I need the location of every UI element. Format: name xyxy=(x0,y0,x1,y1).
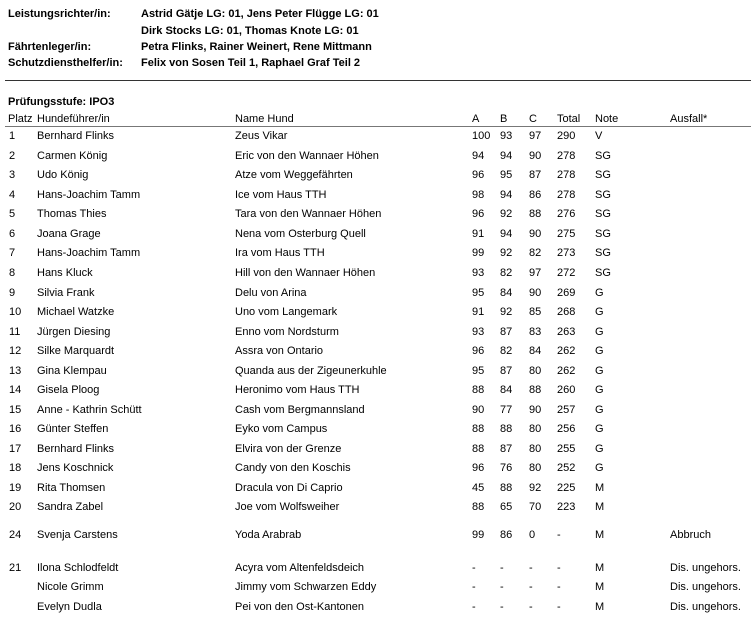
cell-handler: Ilona Schlodfeldt xyxy=(37,562,119,574)
cell-c: 80 xyxy=(529,462,542,474)
cell-note: G xyxy=(595,345,604,357)
cell-total: 278 xyxy=(557,150,576,162)
cell-a: - xyxy=(472,601,476,613)
cell-handler: Günter Steffen xyxy=(37,423,109,435)
cell-dog: Yoda Arabrab xyxy=(235,529,302,541)
cell-platz: 1 xyxy=(9,130,16,142)
cell-c: 86 xyxy=(529,189,542,201)
cell-c: 90 xyxy=(529,228,542,240)
cell-platz: 11 xyxy=(9,326,21,338)
cell-c: - xyxy=(529,601,533,613)
cell-platz: 17 xyxy=(9,443,22,455)
cell-handler: Nicole Grimm xyxy=(37,581,104,593)
cell-handler: Thomas Thies xyxy=(37,208,107,220)
cell-c: 85 xyxy=(529,306,542,318)
cell-c: 80 xyxy=(529,365,542,377)
cell-handler: Evelyn Dudla xyxy=(37,601,102,613)
cell-b: 94 xyxy=(500,228,513,240)
cell-total: 290 xyxy=(557,130,576,142)
cell-c: 80 xyxy=(529,423,542,435)
cell-total: 262 xyxy=(557,365,576,377)
cell-handler: Michael Watzke xyxy=(37,306,115,318)
cell-b: 88 xyxy=(500,423,513,435)
cell-dog: Nena vom Osterburg Quell xyxy=(235,228,366,240)
cell-handler: Rita Thomsen xyxy=(37,482,106,494)
cell-dog: Acyra vom Altenfeldsdeich xyxy=(235,562,365,574)
cell-a: 94 xyxy=(472,150,485,162)
cell-note: G xyxy=(595,326,604,338)
cell-a: 88 xyxy=(472,384,485,396)
cell-b: 87 xyxy=(500,443,513,455)
cell-platz: 15 xyxy=(9,404,22,416)
cell-dog: Enno vom Nordsturm xyxy=(235,326,339,338)
cell-c: 90 xyxy=(529,150,542,162)
cell-note: M xyxy=(595,601,605,613)
helper-value: Felix von Sosen Teil 1, Raphael Graf Teil 2 xyxy=(141,57,361,69)
cell-a: - xyxy=(472,562,476,574)
col-ausfall: Ausfall* xyxy=(670,113,708,125)
cell-total: 272 xyxy=(557,267,576,279)
cell-a: 96 xyxy=(472,169,485,181)
cell-c: 97 xyxy=(529,130,542,142)
cell-handler: Anne - Kathrin Schütt xyxy=(37,404,142,416)
cell-b: 76 xyxy=(500,462,513,474)
cell-c: 88 xyxy=(529,384,542,396)
cell-handler: Hans-Joachim Tamm xyxy=(37,247,141,259)
cell-total: 268 xyxy=(557,306,576,318)
cell-c: 88 xyxy=(529,208,542,220)
cell-a: 91 xyxy=(472,228,485,240)
col-platz: Platz xyxy=(8,113,33,125)
cell-platz: 21 xyxy=(9,562,22,574)
helper-label: Schutzdiensthelfer/in: xyxy=(8,57,123,69)
cell-b: 94 xyxy=(500,150,513,162)
cell-platz: 8 xyxy=(9,267,16,279)
cell-handler: Silvia Frank xyxy=(37,287,95,299)
cell-handler: Udo König xyxy=(37,169,89,181)
cell-handler: Gina Klempau xyxy=(37,365,107,377)
cell-dog: Delu von Arina xyxy=(235,287,307,299)
cell-b: - xyxy=(500,601,504,613)
cell-note: M xyxy=(595,562,605,574)
cell-b: - xyxy=(500,562,504,574)
cell-dog: Dracula von Di Caprio xyxy=(235,482,343,494)
cell-total: 262 xyxy=(557,345,576,357)
cell-total: 256 xyxy=(557,423,576,435)
cell-platz: 10 xyxy=(9,306,22,318)
cell-handler: Sandra Zabel xyxy=(37,501,104,513)
cell-b: 93 xyxy=(500,130,513,142)
cell-handler: Hans Kluck xyxy=(37,267,93,279)
cell-platz: 13 xyxy=(9,365,22,377)
col-total: Total xyxy=(557,113,581,125)
judges-label: Leistungsrichter/in: xyxy=(8,8,111,20)
cell-b: 77 xyxy=(500,404,513,416)
cell-b: 65 xyxy=(500,501,513,513)
cell-dog: Jimmy vom Schwarzen Eddy xyxy=(235,581,377,593)
cell-dog: Hill von den Wannaer Höhen xyxy=(235,267,376,279)
cell-c: 90 xyxy=(529,404,542,416)
cell-note: M xyxy=(595,482,605,494)
cell-dog: Ice vom Haus TTH xyxy=(235,189,327,201)
cell-b: 94 xyxy=(500,189,513,201)
cell-b: 82 xyxy=(500,267,513,279)
cell-b: 87 xyxy=(500,326,513,338)
cell-a: 88 xyxy=(472,423,485,435)
cell-b: 84 xyxy=(500,287,513,299)
cell-handler: Hans-Joachim Tamm xyxy=(37,189,141,201)
cell-a: 99 xyxy=(472,247,485,259)
cell-dog: Pei von den Ost-Kantonen xyxy=(235,601,365,613)
cell-dog: Quanda aus der Zigeunerkuhle xyxy=(235,365,387,377)
col-handler: Hundeführer/in xyxy=(37,113,110,125)
cell-total: 225 xyxy=(557,482,576,494)
cell-dog: Eyko vom Campus xyxy=(235,423,328,435)
col-c: C xyxy=(529,113,537,125)
cell-dog: Elvira von der Grenze xyxy=(235,443,342,455)
cell-b: 86 xyxy=(500,529,513,541)
cell-total: 255 xyxy=(557,443,576,455)
cell-dog: Heronimo vom Haus TTH xyxy=(235,384,360,396)
cell-total: 260 xyxy=(557,384,576,396)
cell-platz: 20 xyxy=(9,501,22,513)
cell-total: 252 xyxy=(557,462,576,474)
cell-c: 83 xyxy=(529,326,542,338)
cell-note: G xyxy=(595,287,604,299)
cell-total: 269 xyxy=(557,287,576,299)
cell-handler: Bernhard Flinks xyxy=(37,443,115,455)
cell-total: 278 xyxy=(557,169,576,181)
cell-a: 100 xyxy=(472,130,491,142)
cell-note: G xyxy=(595,443,604,455)
cell-note: SG xyxy=(595,228,611,240)
cell-dog: Candy von den Koschis xyxy=(235,462,351,474)
cell-a: - xyxy=(472,581,476,593)
cell-c: 70 xyxy=(529,501,542,513)
cell-b: 84 xyxy=(500,384,513,396)
cell-platz: 14 xyxy=(9,384,22,396)
cell-total: 263 xyxy=(557,326,576,338)
cell-note: SG xyxy=(595,267,611,279)
cell-b: 88 xyxy=(500,482,513,494)
cell-dog: Joe vom Wolfsweiher xyxy=(235,501,340,513)
cell-a: 95 xyxy=(472,287,485,299)
cell-total: - xyxy=(557,529,561,541)
header-divider xyxy=(5,80,751,81)
cell-note: G xyxy=(595,365,604,377)
cell-a: 98 xyxy=(472,189,485,201)
cell-platz: 6 xyxy=(9,228,16,240)
cell-c: 90 xyxy=(529,287,542,299)
cell-note: M xyxy=(595,529,605,541)
cell-c: - xyxy=(529,562,533,574)
cell-total: - xyxy=(557,581,561,593)
cell-ausfall: Dis. ungehors. xyxy=(670,562,741,574)
cell-platz: 7 xyxy=(9,247,16,259)
cell-ausfall: Dis. ungehors. xyxy=(670,601,741,613)
cell-c: - xyxy=(529,581,533,593)
cell-a: 88 xyxy=(472,443,485,455)
cell-b: - xyxy=(500,581,504,593)
cell-note: G xyxy=(595,384,604,396)
cell-a: 88 xyxy=(472,501,485,513)
cell-c: 87 xyxy=(529,169,542,181)
cell-platz: 16 xyxy=(9,423,22,435)
tracklayer-label: Fährtenleger/in: xyxy=(8,41,92,53)
judges-line-2: Dirk Stocks LG: 01, Thomas Knote LG: 01 xyxy=(141,25,359,37)
cell-total: 257 xyxy=(557,404,576,416)
cell-c: 97 xyxy=(529,267,542,279)
cell-note: SG xyxy=(595,189,611,201)
cell-b: 92 xyxy=(500,247,513,259)
cell-dog: Cash vom Bergmannsland xyxy=(235,404,365,416)
cell-platz: 9 xyxy=(9,287,16,299)
cell-total: - xyxy=(557,562,561,574)
cell-platz: 19 xyxy=(9,482,22,494)
cell-a: 91 xyxy=(472,306,485,318)
cell-ausfall: Abbruch xyxy=(670,529,711,541)
cell-note: G xyxy=(595,306,604,318)
col-b: B xyxy=(500,113,508,125)
cell-b: 92 xyxy=(500,306,513,318)
cell-note: SG xyxy=(595,169,611,181)
exam-level: Prüfungsstufe: IPO3 xyxy=(8,96,115,108)
cell-total: - xyxy=(557,601,561,613)
cell-handler: Carmen König xyxy=(37,150,108,162)
cell-b: 87 xyxy=(500,365,513,377)
cell-total: 273 xyxy=(557,247,576,259)
cell-handler: Bernhard Flinks xyxy=(37,130,115,142)
judges-line-1: Astrid Gätje LG: 01, Jens Peter Flügge LG: 01 xyxy=(141,8,379,20)
cell-total: 275 xyxy=(557,228,576,240)
col-dog: Name Hund xyxy=(235,113,294,125)
cell-platz: 3 xyxy=(9,169,16,181)
cell-a: 96 xyxy=(472,345,485,357)
cell-platz: 24 xyxy=(9,529,22,541)
cell-total: 278 xyxy=(557,189,576,201)
cell-platz: 12 xyxy=(9,345,22,357)
column-header-divider xyxy=(5,126,751,127)
tracklayer-value: Petra Flinks, Rainer Weinert, Rene Mittmann xyxy=(141,41,372,53)
cell-note: M xyxy=(595,581,605,593)
cell-c: 84 xyxy=(529,345,542,357)
cell-handler: Gisela Ploog xyxy=(37,384,100,396)
cell-note: G xyxy=(595,404,604,416)
cell-b: 82 xyxy=(500,345,513,357)
cell-ausfall: Dis. ungehors. xyxy=(670,581,741,593)
cell-a: 96 xyxy=(472,208,485,220)
cell-a: 95 xyxy=(472,365,485,377)
cell-a: 90 xyxy=(472,404,485,416)
cell-platz: 5 xyxy=(9,208,16,220)
cell-platz: 18 xyxy=(9,462,22,474)
cell-dog: Atze vom Weggefährten xyxy=(235,169,353,181)
cell-note: SG xyxy=(595,150,611,162)
cell-dog: Assra von Ontario xyxy=(235,345,324,357)
cell-dog: Uno vom Langemark xyxy=(235,306,338,318)
cell-c: 92 xyxy=(529,482,542,494)
cell-a: 96 xyxy=(472,462,485,474)
cell-c: 80 xyxy=(529,443,542,455)
cell-b: 95 xyxy=(500,169,513,181)
cell-handler: Silke Marquardt xyxy=(37,345,115,357)
cell-dog: Zeus Vikar xyxy=(235,130,288,142)
cell-dog: Tara von den Wannaer Höhen xyxy=(235,208,382,220)
cell-handler: Jens Koschnick xyxy=(37,462,114,474)
cell-c: 82 xyxy=(529,247,542,259)
col-note: Note xyxy=(595,113,619,125)
cell-b: 92 xyxy=(500,208,513,220)
cell-note: G xyxy=(595,462,604,474)
cell-c: 0 xyxy=(529,529,536,541)
cell-a: 93 xyxy=(472,326,485,338)
cell-dog: Eric von den Wannaer Höhen xyxy=(235,150,379,162)
cell-dog: Ira vom Haus TTH xyxy=(235,247,325,259)
cell-total: 276 xyxy=(557,208,576,220)
cell-note: M xyxy=(595,501,605,513)
cell-handler: Joana Grage xyxy=(37,228,101,240)
cell-a: 45 xyxy=(472,482,485,494)
cell-platz: 4 xyxy=(9,189,16,201)
cell-a: 99 xyxy=(472,529,485,541)
cell-note: G xyxy=(595,423,604,435)
col-a: A xyxy=(472,113,480,125)
cell-total: 223 xyxy=(557,501,576,513)
cell-handler: Svenja Carstens xyxy=(37,529,118,541)
cell-note: SG xyxy=(595,247,611,259)
cell-platz: 2 xyxy=(9,150,16,162)
cell-note: V xyxy=(595,130,603,142)
cell-note: SG xyxy=(595,208,611,220)
cell-handler: Jürgen Diesing xyxy=(37,326,111,338)
cell-a: 93 xyxy=(472,267,485,279)
